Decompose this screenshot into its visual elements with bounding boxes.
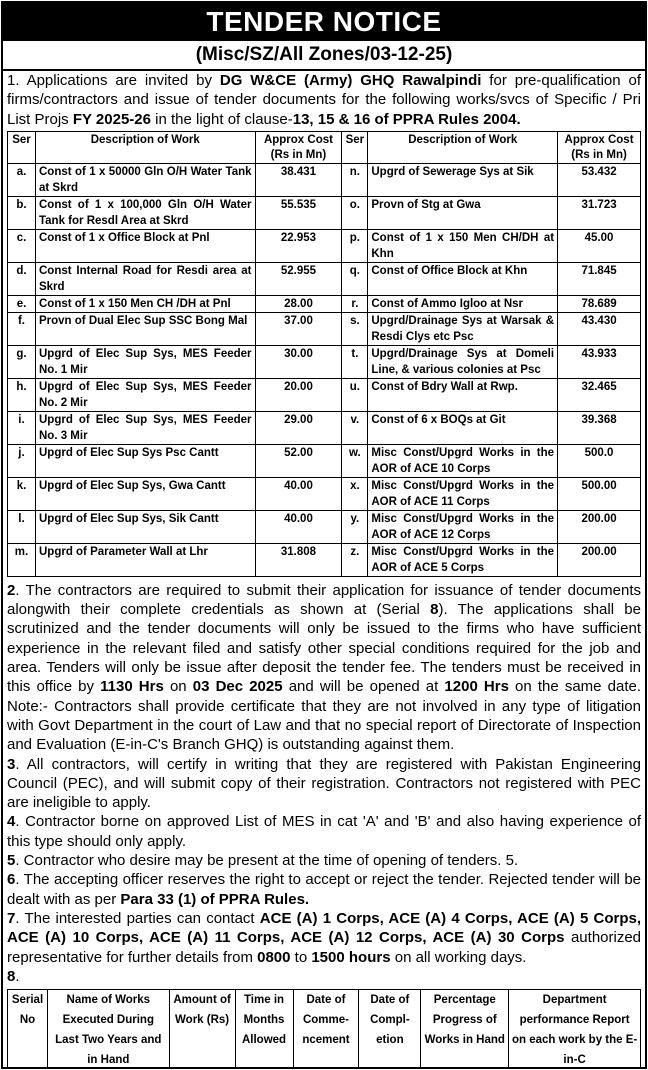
notice-reference: (Misc/SZ/All Zones/03-12-25) bbox=[3, 41, 645, 71]
serial-cell: k. bbox=[8, 477, 36, 510]
table-row bbox=[8, 510, 641, 543]
description-cell: Const of 1 x 150 Men CH/DH at Khn bbox=[368, 229, 558, 262]
serial-cell: z. bbox=[342, 543, 368, 576]
serial-cell: p. bbox=[342, 229, 368, 262]
table-row bbox=[8, 543, 641, 576]
ser-header: Ser bbox=[8, 131, 36, 163]
serial-cell: q. bbox=[342, 262, 368, 295]
serial-cell: h. bbox=[8, 378, 36, 411]
paragraph-6: 6. The accepting officer reserves the right to accept or reject the tender. Rejected tender will be dealt with as per Para 33 (1) of PPRA Rules. bbox=[7, 871, 641, 908]
paragraph-3: 3. All contractors, will certify in writing that they are registered with Pakistan Engineering Council (PEC), and will submit copy of their registration. Contractors not registered with PEC are ineligible to apply. bbox=[7, 755, 641, 812]
serial-cell: x. bbox=[342, 477, 368, 510]
description-cell: Const of 1 x 100,000 Gln O/H Water Tank for Resdl Area at Skrd bbox=[35, 196, 255, 229]
serial-cell: d. bbox=[8, 262, 36, 295]
cost-cell: 43.430 bbox=[558, 312, 641, 345]
cost-header: Approx Cost (Rs in Mn) bbox=[255, 131, 342, 163]
credentials-column-header: Name of Works Executed During Last Two Years and in Hand bbox=[47, 990, 169, 1070]
description-cell: Const of 1 x 150 Men CH /DH at Pnl bbox=[35, 295, 255, 312]
description-header: Description of Work bbox=[368, 131, 558, 163]
table-row bbox=[8, 229, 641, 262]
cost-cell: 29.00 bbox=[255, 411, 342, 444]
serial-cell: i. bbox=[8, 411, 36, 444]
cost-cell: 53.432 bbox=[558, 163, 641, 196]
notice-title: TENDER NOTICE bbox=[3, 3, 645, 41]
cost-cell: 40.00 bbox=[255, 510, 342, 543]
description-cell: Upgrd of Elec Sup Sys, MES Feeder No. 1 Mir bbox=[35, 345, 255, 378]
table-row bbox=[8, 444, 641, 477]
description-cell: Misc Const/Upgrd Works in the AOR of ACE 5 Corps bbox=[368, 543, 558, 576]
paragraph-7: 7. The interested parties can contact ACE (A) 1 Corps, ACE (A) 4 Corps, ACE (A) 5 Corps, ACE (A) 10 Corps, ACE (A) 11 Corps, ACE (A) 12 Corps, ACE (A) 30 Corps authorized representative for further details from 0800 to 1500 hours on all working days. bbox=[7, 909, 642, 966]
works-table bbox=[7, 131, 641, 577]
serial-cell: v. bbox=[342, 411, 368, 444]
cost-cell: 31.808 bbox=[255, 543, 342, 576]
description-cell: Misc Const/Upgrd Works in the AOR of ACE 10 Corps bbox=[368, 444, 558, 477]
description-cell: Upgrd of Elec Sup Sys, MES Feeder No. 2 Mir bbox=[35, 378, 255, 411]
serial-cell: f. bbox=[8, 312, 36, 345]
cost-cell: 200.00 bbox=[558, 510, 641, 543]
description-cell: Const of Office Block at Khn bbox=[368, 262, 558, 295]
serial-cell: y. bbox=[342, 510, 368, 543]
description-cell: Upgrd of Elec Sup Sys, Sik Cantt bbox=[35, 510, 255, 543]
serial-cell: j. bbox=[8, 444, 36, 477]
description-cell: Const of 6 x BOQs at Git bbox=[368, 411, 558, 444]
description-cell: Upgrd of Sewerage Sys at Sik bbox=[368, 163, 558, 196]
description-cell: Const of Bdry Wall at Rwp. bbox=[368, 378, 558, 411]
credentials-column-header: Department performance Report on each work by the E-in-C bbox=[509, 990, 641, 1070]
cost-header: Approx Cost (Rs in Mn) bbox=[558, 131, 641, 163]
tender-notice-page bbox=[1, 1, 647, 1069]
serial-cell: r. bbox=[342, 295, 368, 312]
description-cell: Misc Const/Upgrd Works in the AOR of ACE 11 Corps bbox=[368, 477, 558, 510]
cost-cell: 38.431 bbox=[255, 163, 342, 196]
description-cell: Upgrd/Drainage Sys at Domeli Line, & various colonies at Psc bbox=[368, 345, 558, 378]
cost-cell: 40.00 bbox=[255, 477, 342, 510]
description-cell: Provn of Stg at Gwa bbox=[368, 196, 558, 229]
table-row bbox=[8, 411, 641, 444]
description-cell: Upgrd of Parameter Wall at Lhr bbox=[35, 543, 255, 576]
description-cell: Const of 1 x Office Block at Pnl bbox=[35, 229, 255, 262]
table-row bbox=[8, 196, 641, 229]
table-row bbox=[8, 163, 641, 196]
paragraph-1: 1. Applications are invited by DG W&CE (Army) GHQ Rawalpindi for pre-qualification of firms/contractors and issue of tender documents for the following works/svcs of Specific / Pri List Projs FY 2025-26 in the light of clause-13, 15 & 16 of PPRA Rules 2004. bbox=[7, 72, 641, 128]
serial-cell: b. bbox=[8, 196, 36, 229]
credentials-table bbox=[7, 989, 641, 1069]
serial-cell: n. bbox=[342, 163, 368, 196]
credentials-table-header bbox=[8, 990, 641, 1070]
credentials-column-header: Percentage Progress of Works in Hand bbox=[421, 990, 509, 1070]
cost-cell: 37.00 bbox=[255, 312, 342, 345]
cost-cell: 71.845 bbox=[558, 262, 641, 295]
cost-cell: 39.368 bbox=[558, 411, 641, 444]
description-header: Description of Work bbox=[35, 131, 255, 163]
paragraph-5: 5. Contractor who desire may be present at the time of opening of tenders. 5. bbox=[7, 852, 519, 870]
paragraph-8: 8. bbox=[7, 967, 20, 985]
cost-cell: 200.00 bbox=[558, 543, 641, 576]
serial-cell: e. bbox=[8, 295, 36, 312]
description-cell: Misc Const/Upgrd Works in the AOR of ACE 12 Corps bbox=[368, 510, 558, 543]
cost-cell: 55.535 bbox=[255, 196, 342, 229]
description-cell: Upgrd/Drainage Sys at Warsak & Resdi Clys etc Psc bbox=[368, 312, 558, 345]
table-row bbox=[8, 312, 641, 345]
cost-cell: 31.723 bbox=[558, 196, 641, 229]
cost-cell: 20.00 bbox=[255, 378, 342, 411]
credentials-column-header: Time in Months Allowed bbox=[235, 990, 293, 1070]
cost-cell: 52.955 bbox=[255, 262, 342, 295]
description-cell: Const of Ammo Igloo at Nsr bbox=[368, 295, 558, 312]
cost-cell: 500.0 bbox=[558, 444, 641, 477]
cost-cell: 45.00 bbox=[558, 229, 641, 262]
table-row bbox=[8, 345, 641, 378]
serial-cell: a. bbox=[8, 163, 36, 196]
description-cell: Upgrd of Elec Sup Sys Psc Cantt bbox=[35, 444, 255, 477]
table-row bbox=[8, 477, 641, 510]
paragraph-4: 4. Contractor borne on approved List of MES in cat 'A' and 'B' and also having experience of this type should only apply. bbox=[7, 813, 641, 850]
serial-cell: o. bbox=[342, 196, 368, 229]
cost-cell: 22.953 bbox=[255, 229, 342, 262]
description-cell: Upgrd of Elec Sup Sys, Gwa Cantt bbox=[35, 477, 255, 510]
description-cell: Upgrd of Elec Sup Sys, MES Feeder No. 3 Mir bbox=[35, 411, 255, 444]
serial-cell: s. bbox=[342, 312, 368, 345]
table-row bbox=[8, 295, 641, 312]
serial-cell: w. bbox=[342, 444, 368, 477]
serial-cell: m. bbox=[8, 543, 36, 576]
serial-cell: u. bbox=[342, 378, 368, 411]
table-row bbox=[8, 262, 641, 295]
description-cell: Provn of Dual Elec Sup SSC Bong Mal bbox=[35, 312, 255, 345]
serial-cell: t. bbox=[342, 345, 368, 378]
cost-cell: 32.465 bbox=[558, 378, 641, 411]
ser-header: Ser bbox=[342, 131, 368, 163]
description-cell: Const of 1 x 50000 Gln O/H Water Tank at Skrd bbox=[35, 163, 255, 196]
serial-cell: c. bbox=[8, 229, 36, 262]
serial-cell: l. bbox=[8, 510, 36, 543]
credentials-column-header: Date of Compl-etion bbox=[359, 990, 421, 1070]
cost-cell: 28.00 bbox=[255, 295, 342, 312]
works-table-header bbox=[8, 131, 641, 163]
table-row bbox=[8, 378, 641, 411]
credentials-column-header: Serial No bbox=[8, 990, 48, 1070]
cost-cell: 78.689 bbox=[558, 295, 641, 312]
cost-cell: 30.00 bbox=[255, 345, 342, 378]
cost-cell: 500.00 bbox=[558, 477, 641, 510]
paragraph-2: 2. The contractors are required to submit their application for issuance of tender documents alongwith their complete credentials as shown at (Serial 8). The applications shall be scrutinized and the tender documents will only be issued to the firms who have sufficient experience in the relevant filed and satisfy other special conditions required for the job and area. Tenders will only be issue after deposit the tender fee. The tenders must be received in this office by 1130 Hrs on 03 Dec 2025 and will be opened at 1200 Hrs on the same date. Note:- Contractors shall provide certificate that they are not involved in any type of litigation with Govt Department in the court of Law and that no special report of Directorate of Inspection and Evaluation (E-in-C's Branch GHQ) is outstanding against them. bbox=[7, 581, 641, 754]
credentials-column-header: Amount of Work (Rs) bbox=[169, 990, 235, 1070]
description-cell: Const Internal Road for Resdi area at Skrd bbox=[35, 262, 255, 295]
cost-cell: 43.933 bbox=[558, 345, 641, 378]
cost-cell: 52.00 bbox=[255, 444, 342, 477]
serial-cell: g. bbox=[8, 345, 36, 378]
credentials-column-header: Date of Comme-ncement bbox=[293, 990, 359, 1070]
